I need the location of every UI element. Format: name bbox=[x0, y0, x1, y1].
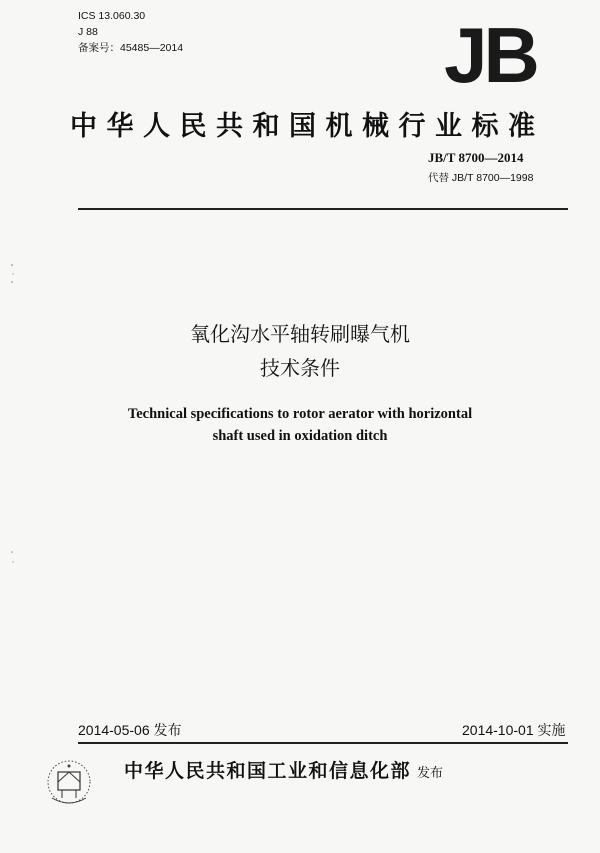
title-en-line2: shaft used in oxidation ditch bbox=[212, 428, 388, 444]
classification-block bbox=[78, 8, 183, 56]
standard-code-text: JB/T 8700—2014 bbox=[428, 150, 524, 165]
standard-code bbox=[428, 150, 523, 166]
standard-category-title: 中华人民共和国机械行业标准 bbox=[70, 111, 545, 142]
title-zh-line1: 氧化沟水平轴转刷曝气机 bbox=[190, 322, 410, 346]
record-number: 备案号：45485—2014 bbox=[78, 42, 184, 54]
replaces-note: 代替 JB/T 8700—1998 bbox=[428, 172, 534, 184]
scan-dots bbox=[10, 262, 14, 296]
scan-dots bbox=[10, 548, 14, 572]
publisher-name: 中华人民共和国工业和信息化部 bbox=[124, 760, 412, 782]
title-zh-line2: 技术条件 bbox=[260, 356, 340, 380]
j-code: J 88 bbox=[78, 26, 98, 38]
ministry-emblem-icon bbox=[44, 758, 94, 812]
top-divider bbox=[78, 208, 568, 210]
jb-logo-text: JB bbox=[444, 18, 536, 92]
bottom-divider bbox=[78, 742, 568, 744]
implementation-date: 2014-10-01 实施 bbox=[462, 722, 566, 738]
publisher-action: 发布 bbox=[417, 766, 444, 781]
issue-date: 2014-05-06 发布 bbox=[78, 722, 182, 738]
jb-logo bbox=[430, 18, 550, 92]
title-en-line1: Technical specifications to rotor aerator with horizontal bbox=[127, 406, 473, 422]
publisher bbox=[124, 756, 443, 783]
ics-code: ICS 13.060.30 bbox=[78, 10, 146, 22]
